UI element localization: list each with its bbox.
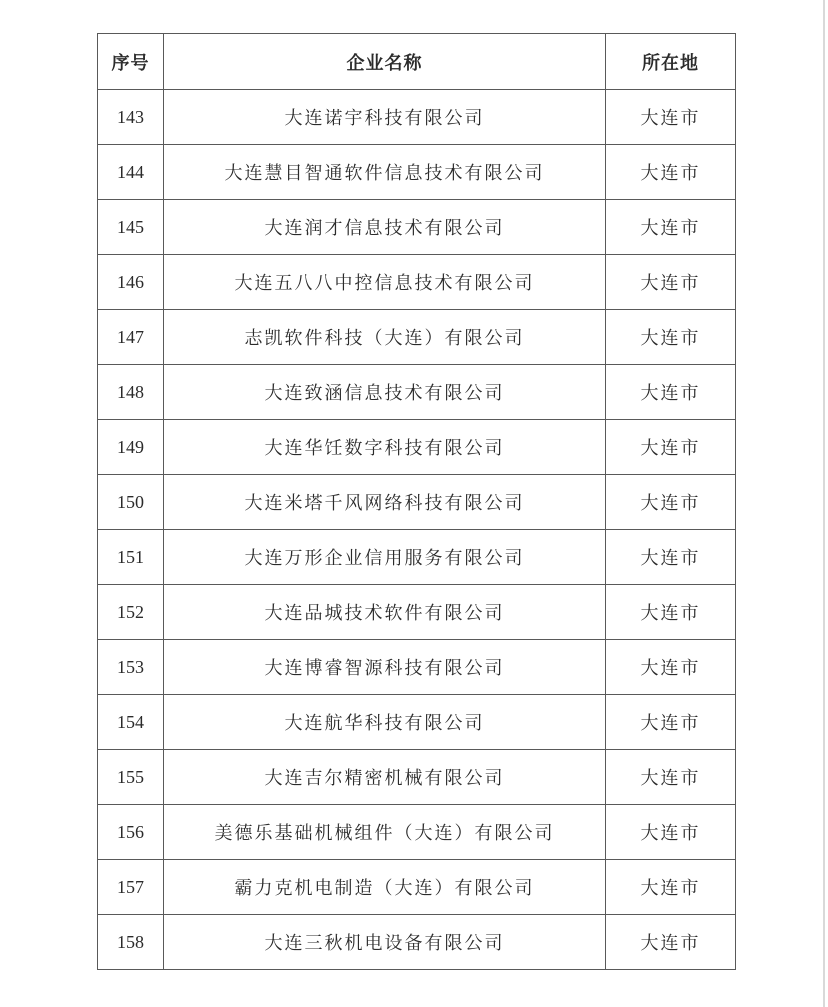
company-name-cell: 大连致涵信息技术有限公司 [164, 365, 606, 420]
serial-number-cell: 157 [98, 860, 164, 915]
serial-number-cell: 143 [98, 90, 164, 145]
column-header-company-name: 企业名称 [164, 34, 606, 90]
location-cell: 大连市 [606, 640, 736, 695]
table-row [98, 530, 736, 585]
company-name-cell: 大连慧目智通软件信息技术有限公司 [164, 145, 606, 200]
table-row [98, 365, 736, 420]
company-name-cell: 大连三秋机电设备有限公司 [164, 915, 606, 970]
table-row [98, 200, 736, 255]
location-cell: 大连市 [606, 255, 736, 310]
table-row [98, 640, 736, 695]
location-cell: 大连市 [606, 860, 736, 915]
company-name-cell: 大连诺宇科技有限公司 [164, 90, 606, 145]
company-name-cell: 大连万形企业信用服务有限公司 [164, 530, 606, 585]
company-name-cell: 大连润才信息技术有限公司 [164, 200, 606, 255]
table-body [98, 90, 736, 970]
table-row [98, 695, 736, 750]
table-row [98, 860, 736, 915]
location-cell: 大连市 [606, 200, 736, 255]
location-cell: 大连市 [606, 310, 736, 365]
table-row [98, 805, 736, 860]
location-cell: 大连市 [606, 695, 736, 750]
page-edge-line [823, 0, 825, 1007]
company-name-cell: 大连吉尔精密机械有限公司 [164, 750, 606, 805]
company-name-cell: 大连华饪数字科技有限公司 [164, 420, 606, 475]
serial-number-cell: 150 [98, 475, 164, 530]
company-name-cell: 大连航华科技有限公司 [164, 695, 606, 750]
location-cell: 大连市 [606, 145, 736, 200]
serial-number-cell: 155 [98, 750, 164, 805]
company-name-cell: 大连品城技术软件有限公司 [164, 585, 606, 640]
serial-number-cell: 152 [98, 585, 164, 640]
table-row [98, 420, 736, 475]
table-header [98, 34, 736, 90]
table-row [98, 915, 736, 970]
serial-number-cell: 156 [98, 805, 164, 860]
column-header-serial-number: 序号 [98, 34, 164, 90]
serial-number-cell: 158 [98, 915, 164, 970]
serial-number-cell: 148 [98, 365, 164, 420]
company-name-cell: 大连米塔千风网络科技有限公司 [164, 475, 606, 530]
serial-number-cell: 154 [98, 695, 164, 750]
serial-number-cell: 147 [98, 310, 164, 365]
location-cell: 大连市 [606, 90, 736, 145]
location-cell: 大连市 [606, 805, 736, 860]
company-name-cell: 霸力克机电制造（大连）有限公司 [164, 860, 606, 915]
serial-number-cell: 153 [98, 640, 164, 695]
company-name-cell: 美德乐基础机械组件（大连）有限公司 [164, 805, 606, 860]
table-row [98, 90, 736, 145]
location-cell: 大连市 [606, 750, 736, 805]
location-cell: 大连市 [606, 475, 736, 530]
company-list-table [97, 33, 736, 970]
company-name-cell: 大连博睿智源科技有限公司 [164, 640, 606, 695]
table-row [98, 475, 736, 530]
serial-number-cell: 145 [98, 200, 164, 255]
header-row [98, 34, 736, 90]
location-cell: 大连市 [606, 585, 736, 640]
serial-number-cell: 146 [98, 255, 164, 310]
table-row [98, 750, 736, 805]
serial-number-cell: 151 [98, 530, 164, 585]
location-cell: 大连市 [606, 420, 736, 475]
company-name-cell: 大连五八八中控信息技术有限公司 [164, 255, 606, 310]
serial-number-cell: 144 [98, 145, 164, 200]
table-row [98, 255, 736, 310]
company-name-cell: 志凯软件科技（大连）有限公司 [164, 310, 606, 365]
serial-number-cell: 149 [98, 420, 164, 475]
location-cell: 大连市 [606, 365, 736, 420]
location-cell: 大连市 [606, 915, 736, 970]
table-row [98, 145, 736, 200]
location-cell: 大连市 [606, 530, 736, 585]
column-header-location: 所在地 [606, 34, 736, 90]
table-row [98, 585, 736, 640]
table-row [98, 310, 736, 365]
